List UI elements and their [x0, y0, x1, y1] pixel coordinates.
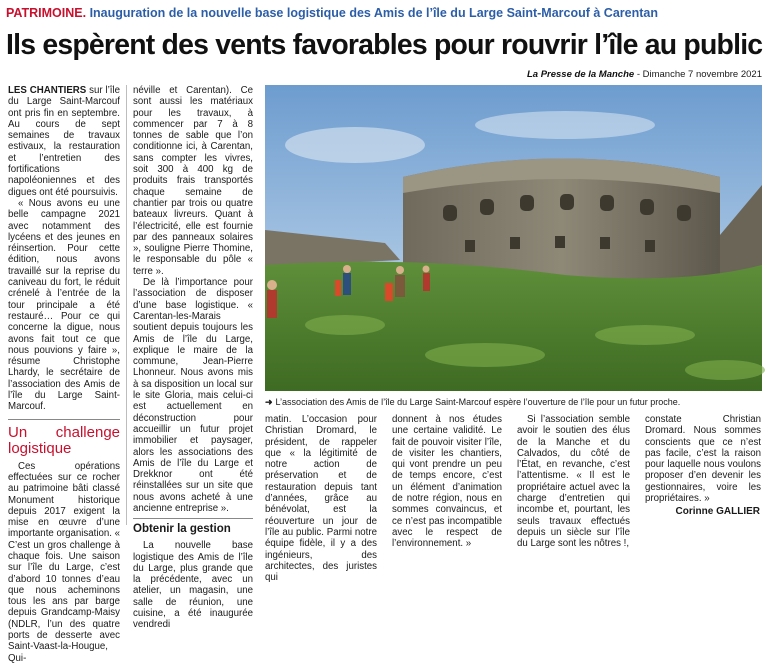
paragraph: « Nous avons eu une belle campagne 2021 avec notamment des lycéens et des jeunes en réinsertion. Pour cette édition, nous avons travaillé sur la reprise du caniveau du fort, le réduit crénelé à l’entrée de la tour principale a été restauré… Pour ce qui concerne la digue, nous avons fait tout ce que nous pouvions y faire », résume Christophe Lhardy, le secrétaire de l’association des Amis de l’île du Large Saint-Marcouf. [8, 197, 120, 413]
column-1 [8, 85, 121, 664]
column-6 [645, 414, 761, 505]
column-divider [126, 85, 127, 525]
photo-caption [265, 396, 762, 408]
paragraph: De là l’importance pour l’association de disposer d’une base logistique. « Carentan-les-Marais soutient depuis toujours les Amis de l’île du Large, explique le maire de la commune, Jean-Pierre Lhonneur. Nous avons mis à sa disposition un local sur le site Gloria, mais celui-ci est actuellement en déconstruction pour accueillir un futur projet immobilier et paysager, alors les associations des Amis de l’île du Large et Drekknor ont été réinstallées sur un site que nous avons acheté à une ancienne entreprise ». [133, 277, 253, 514]
byline-separator: - [634, 69, 643, 80]
arrow-icon: ➜ [265, 397, 273, 407]
byline [527, 69, 762, 81]
publication-name: La Presse de la Manche [526, 69, 635, 80]
fort-illustration [265, 85, 762, 391]
paragraph: La nouvelle base logistique des Amis de l’île du Large, plus grande que la précédente, avec un atelier, un magasin, une salle de réunion, une cuisine, a été inaugurée vendredi [133, 540, 253, 631]
paragraph: Ces opérations effectuées sur ce rocher au patrimoine bâti classé Monument historique depuis 2017 exigent la mise en œuvre d’une importante organisation. « C’est un gros challenge à chaque fois. Une saison sur l’île du Large, c’est d’abord 10 tonnes d’eau que nous acheminons tous les ans par barge depuis Grandcamp-Maisy (NDLR, l’un des quatre ports de desserte avec Saint-Vaast-la-Hougue, Qui- [8, 460, 121, 664]
column-5 [517, 414, 630, 550]
paragraph-text: sur l’île du Large Saint-Marcouf ont pris fin en septembre. Au cours de sept semaines de travaux estivaux, la restauration et l’entretien des fortifications napoléoniennes et des digues ont été poursuivis. [8, 85, 120, 198]
article-kicker [6, 4, 762, 22]
column-4 [392, 414, 502, 550]
caption-text: L’association des Amis de l’île du Large Saint-Marcouf espère l’ouverture de l’île pour un futur proche. [275, 397, 681, 407]
column-3 [265, 414, 377, 584]
author-signature: Corinne GALLIER [675, 506, 760, 517]
paragraph: donnent à nos études une certaine validité. Le fait de pouvoir visiter l’île, de visiter les chantiers, qui vont prendre un peu de temps encore, c’est un élément d’animation de notre région, nous en sommes convaincus, et ce n’est pas incompatible avec le respect de l’environnement. » [392, 414, 502, 550]
paragraph: constate Christian Dromard. Nous sommes conscients que ce n’est pas facile, c’est la raison pour laquelle nous voulons proposer d’en devenir les gestionnaires, voire les propriétaires. » [645, 414, 761, 505]
paragraph: matin. L’occasion pour Christian Dromard, le président, de rappeler que « la légitimité de notre action de préservation et de restauration depuis tant d’années, grâce au bénévolat, est la réouverture un jour de l’île au public. Parmi notre équipe fidèle, il y a des ingénieurs, des architectes, des juristes qui [265, 414, 377, 584]
article-headline: Ils espèrent des vents favorables pour rouvrir l’île au public [6, 29, 763, 61]
column-2 [133, 85, 253, 631]
section-tag: PATRIMOINE. [6, 6, 87, 20]
subheading-challenge: Un challenge logistique [8, 419, 120, 457]
kicker-subtitle: Inauguration de la nouvelle base logistique des Amis de l’île du Large Saint-Marcouf à Carentan [89, 6, 658, 20]
paragraph: néville et Carentan). Ce sont aussi les matériaux pour les travaux, à commencer par 7 à 8 tonnes de sable que l’on conditionne ici, à Carentan, sans compter les vivres, soit 300 à 400 kg de produits frais transportés chaque semaine de chantier par trois ou quatre bateaux livreurs. Quant à l’électricité, elle est fournie par des panneaux solaires », souligne Pierre Thomine, le responsable du pôle « terre ». [133, 85, 253, 277]
paragraph [8, 85, 120, 198]
lead-in: LES CHANTIERS [8, 85, 87, 96]
paragraph: Si l’association semble avoir le soutien des élus de la Manche et du Calvados, du côté de l’État, en revanche, c’est l’attentisme. « Il est le propriétaire actuel avec la charge d’entretien qui incombe et, pourtant, les seuls travaux effectués depuis un siècle sur l’île du Large sont les nôtres !, [517, 414, 630, 550]
fort-photo [265, 85, 762, 391]
subheading-gestion: Obtenir la gestion [133, 518, 253, 536]
publication-date: Dimanche 7 novembre 2021 [642, 69, 762, 80]
